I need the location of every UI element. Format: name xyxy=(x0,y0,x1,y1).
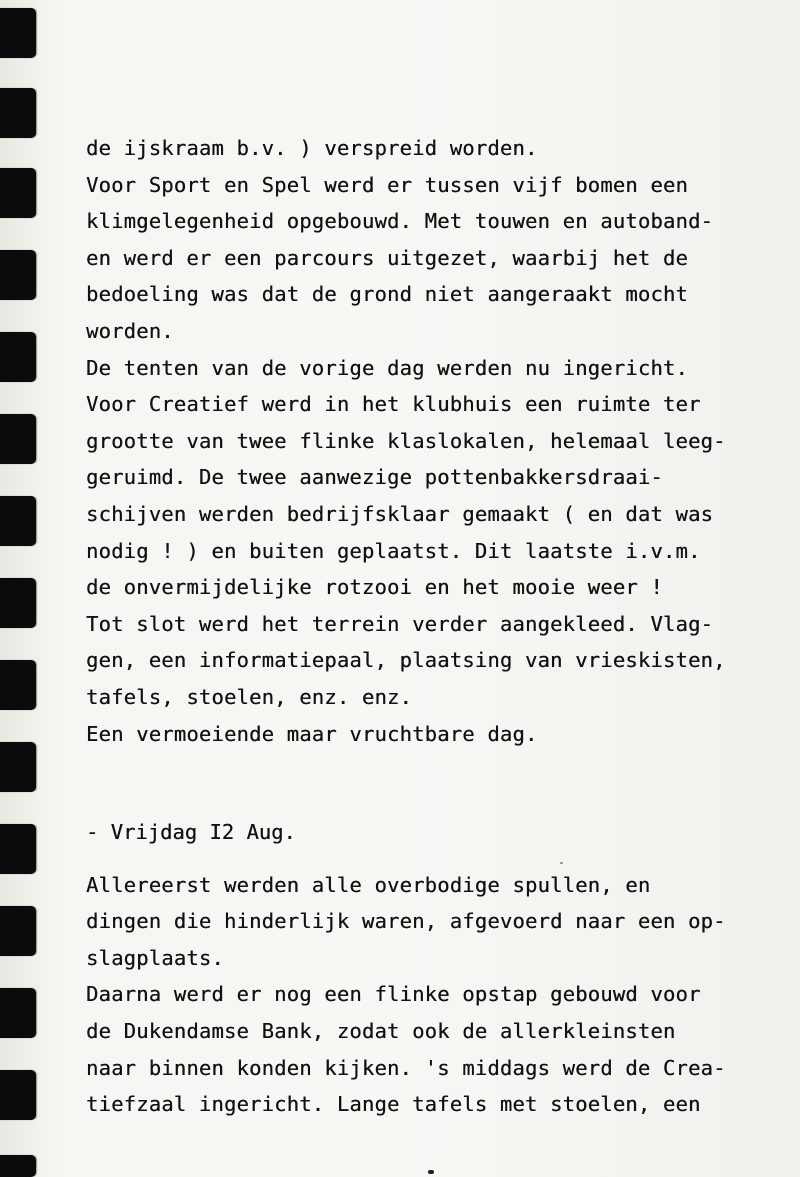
text-line: Voor Creatief werd in het klubhuis een ruimte ter xyxy=(86,392,701,417)
binding-hole xyxy=(0,578,36,628)
binding-hole xyxy=(0,1070,36,1120)
text-line: dingen die hinderlijk waren, afgevoerd naar een op- xyxy=(86,909,726,934)
text-line: Een vermoeiende maar vruchtbare dag. xyxy=(86,721,538,746)
text-line: Tot slot werd het terrein verder aangekleed. Vlag- xyxy=(86,611,714,636)
binding-hole xyxy=(0,250,36,300)
text-line: grootte van twee flinke klaslokalen, helemaal leeg- xyxy=(86,428,726,453)
spiral-binding xyxy=(0,0,40,1177)
spacer xyxy=(86,752,786,814)
text-line: de Dukendamse Bank, zodat ook de allerkleinsten xyxy=(86,1019,676,1044)
text-line: Allereerst werden alle overbodige spullen, en xyxy=(86,872,651,897)
text-line: de ijskraam b.v. ) verspreid worden. xyxy=(86,136,538,160)
binding-hole xyxy=(0,988,36,1038)
text-line: worden. xyxy=(86,318,174,343)
binding-hole xyxy=(0,496,36,546)
paper-speck xyxy=(428,1170,434,1174)
text-line: naar binnen konden kijken. 's middags werd de Crea- xyxy=(86,1055,726,1080)
text-line: bedoeling was dat de grond niet aangeraakt mocht xyxy=(86,282,689,307)
typed-text xyxy=(86,130,786,1123)
text-line: Daarna werd er nog een flinke opstap gebouwd voor xyxy=(86,982,701,1007)
binding-hole xyxy=(0,168,36,218)
binding-hole xyxy=(0,414,36,464)
paragraph-section-1 xyxy=(86,130,786,752)
binding-hole xyxy=(0,8,36,58)
text-line: klimgelegenheid opgebouwd. Met touwen en autoband- xyxy=(86,209,714,234)
text-line: tafels, stoelen, enz. enz. xyxy=(86,684,413,709)
text-line: tiefzaal ingericht. Lange tafels met stoelen, een xyxy=(86,1092,701,1117)
binding-hole xyxy=(0,88,36,138)
binding-hole xyxy=(0,742,36,792)
spacer xyxy=(86,851,786,867)
binding-hole xyxy=(0,906,36,956)
text-line: de onvermijdelijke rotzooi en het mooie weer ! xyxy=(86,575,663,600)
text-line: nodig ! ) en buiten geplaatst. Dit laatste i.v.m. xyxy=(86,538,701,563)
text-line: geruimd. De twee aanwezige pottenbakkersdraai- xyxy=(86,465,663,490)
text-line: gen, een informatiepaal, plaatsing van vrieskisten, xyxy=(86,648,726,673)
binding-hole xyxy=(0,1155,36,1177)
text-line: schijven werden bedrijfsklaar gemaakt ( en dat was xyxy=(86,501,714,526)
section-heading: - Vrijdag I2 Aug. xyxy=(86,820,296,845)
text-line: Voor Sport en Spel werd er tussen vijf bomen een xyxy=(86,172,689,197)
paper-speck xyxy=(560,862,563,864)
binding-hole xyxy=(0,824,36,874)
paragraph-section-2 xyxy=(86,867,786,1123)
text-line: slagplaats. xyxy=(86,945,224,970)
text-line: De tenten van de vorige dag werden nu ingericht. xyxy=(86,355,689,380)
text-line: en werd er een parcours uitgezet, waarbij het de xyxy=(86,245,689,270)
binding-hole xyxy=(0,332,36,382)
binding-hole xyxy=(0,660,36,710)
